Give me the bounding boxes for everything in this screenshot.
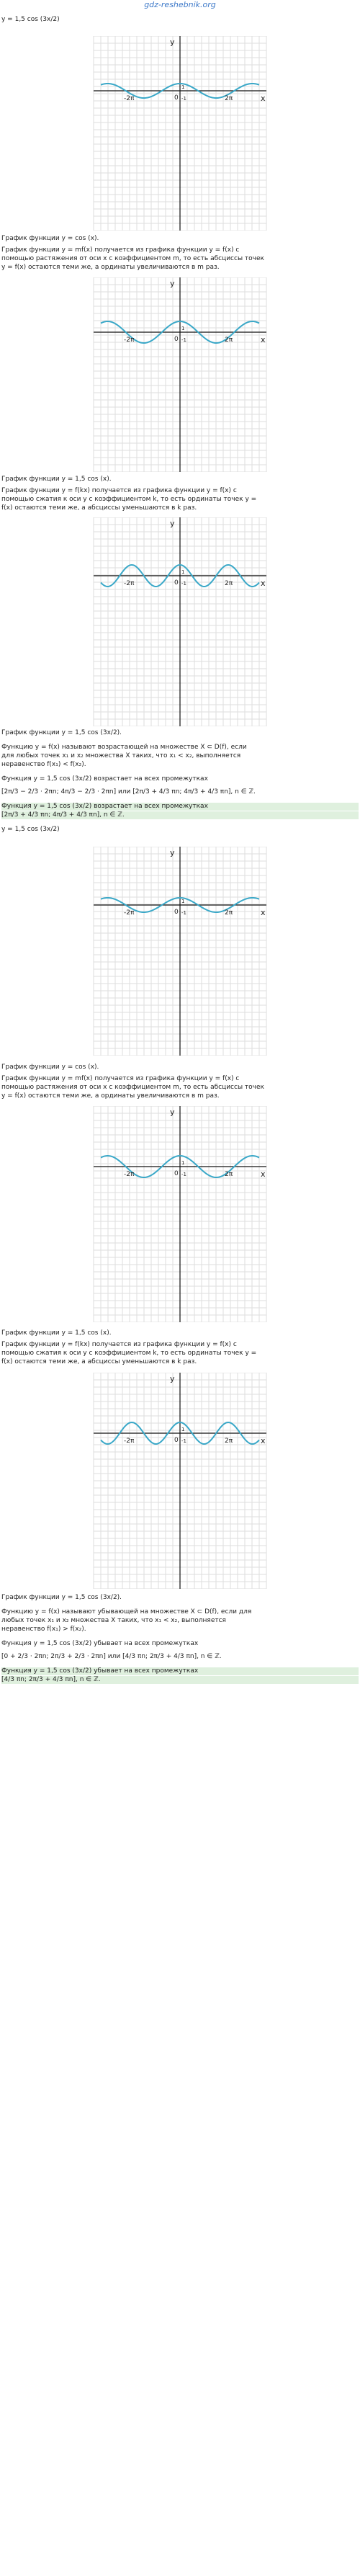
answer-line-a: Функция y = 1,5 cos (3x/2) возрастает на всех промежутках [1,803,359,811]
answer2-line-b: [4/3 πn; 2π/3 + 4/3 πn], n ∈ ℤ. [1,1676,359,1684]
graph2-text-b: помощью растяжения от оси x с коэффициентом m, то есть абсциссы точек [1,255,264,262]
graph6-text-c: f(x) остаются теми же, а абсциссы уменьшаются в k раз. [1,1358,197,1365]
graph2-text-c: y = f(x) остаются теми же, а ординаты увеличиваются в m раз. [1,264,220,271]
graph5-caption: График функции y = 1,5 cos (x). [1,1329,112,1337]
tick-y-m1: -1 [181,96,186,102]
tick-y-m1: -1 [181,337,186,343]
tick-x-m2pi: -2π [124,1438,135,1445]
y-axis-label: y [170,279,175,288]
graph4-caption: График функции y = cos (x). [1,1064,99,1071]
graph3-text-a: График функции y = f(kx) получается из графика функции y = f(x) с [1,487,237,494]
answer2-line-a: Функция y = 1,5 cos (3x/2) убывает на всех промежутках [1,1667,359,1675]
graph6-caption: График функции y = 1,5 cos (3x/2). [1,1594,122,1601]
graph5-text-c: y = f(x) остаются теми же, а ординаты увеличиваются в m раз. [1,1092,220,1100]
origin-label: 0 [174,94,179,102]
graph6-text-a: График функции y = f(kx) получается из графика функции y = f(x) с [1,1341,237,1348]
tick-y-1: 1 [181,1427,185,1432]
tick-y-1: 1 [181,1160,185,1166]
graph-4 [0,847,360,1056]
tick-x-m2pi: -2π [124,909,135,917]
y-axis-label: y [170,1374,175,1383]
graph3-text-b: помощью сжатия к оси y с коэффициентом k, то есть ординаты точек y = [1,496,257,503]
definition2-c: неравенство f(x₁) > f(x₂). [1,1626,86,1633]
y-axis-label: y [170,37,175,47]
x-axis-label: x [261,908,266,917]
y-axis-label: y [170,848,175,857]
tick-y-1: 1 [181,84,185,90]
function2-text: Функция y = 1,5 cos (3x/2) убывает на всех промежутках [1,1640,199,1647]
tick-x-2pi: 2π [225,337,233,344]
site-title[interactable]: gdz-reshebnik.org [144,0,216,9]
graph3-text-c: f(x) остаются теми же, а абсциссы уменьшаются в k раз. [1,504,197,512]
tick-x-2pi: 2π [225,95,233,102]
answer-line-b: [2π/3 + 4/3 πn; 4π/3 + 4/3 πn], n ∈ ℤ. [1,811,359,819]
tick-y-m1: -1 [181,581,186,587]
graph1-caption: График функции y = cos (x). [1,235,99,242]
x-axis-label: x [261,94,266,103]
tick-y-m1: -1 [181,910,186,916]
y-axis-label: y [170,519,175,528]
x-axis-label: x [261,335,266,344]
function-text: Функция y = 1,5 cos (3x/2) возрастает на всех промежутках [1,775,208,783]
definition-b: для любых точек x₁ и x₂ множества X таких, что x₁ < x₂, выполняется [1,752,241,759]
definition2-b: любых точек x₁ и x₂ множества X таких, что x₁ < x₂, выполняется [1,1617,226,1624]
part2-heading: y = 1,5 cos (3x/2) [1,826,60,833]
x-axis-label: x [261,1169,266,1179]
graph5-text-b: помощью растяжения от оси x с коэффициентом m, то есть абсциссы точек [1,1084,264,1091]
origin-label: 0 [174,579,179,587]
tick-x-m2pi: -2π [124,580,135,587]
tick-x-m2pi: -2π [124,95,135,102]
definition-a: Функцию y = f(x) называют возрастающей на множестве X ⊂ D(f), если [1,744,247,751]
definition2-a: Функцию y = f(x) называют убывающей на множестве X ⊂ D(f), если для [1,1608,252,1615]
origin-label: 0 [174,336,179,343]
graph-1 [0,36,360,231]
origin-label: 0 [174,1170,179,1177]
intervals: [2π/3 − 2/3 · 2πn; 4π/3 − 2/3 · 2πn] или [2π/3 + 4/3 πn; 4π/3 + 4/3 πn], n ∈ ℤ. [1,788,256,795]
x-axis-label: x [261,579,266,588]
tick-y-1: 1 [181,899,185,904]
x-axis-label: x [261,1436,266,1445]
part1-heading: y = 1,5 cos (3x/2) [1,16,60,23]
graph-6 [0,1373,360,1589]
tick-y-1: 1 [181,569,185,575]
tick-y-m1: -1 [181,1172,186,1177]
tick-x-2pi: 2π [225,1438,233,1445]
graph-2 [0,277,360,472]
y-axis-label: y [170,1107,175,1117]
tick-x-2pi: 2π [225,580,233,587]
tick-x-m2pi: -2π [124,1171,135,1178]
origin-label: 0 [174,909,179,916]
graph-3 [0,517,360,726]
graph6-text-b: помощью сжатия к оси y с коэффициентом k, то есть ординаты точек y = [1,1350,257,1357]
tick-x-2pi: 2π [225,1171,233,1178]
graph-5 [0,1106,360,1322]
graph2-caption: График функции y = 1,5 cos (x). [1,476,112,483]
graph2-text-a: График функции y = mf(x) получается из графика функции y = f(x) с [1,246,240,254]
tick-x-m2pi: -2π [124,337,135,344]
definition-c: неравенство f(x₁) < f(x₂). [1,761,86,768]
graph5-text-a: График функции y = mf(x) получается из графика функции y = f(x) с [1,1075,240,1082]
tick-y-m1: -1 [181,1438,186,1444]
intervals2: [0 + 2/3 · 2πn; 2π/3 + 2/3 · 2πn] или [4/3 πn; 2π/3 + 4/3 πn], n ∈ ℤ. [1,1653,222,1660]
tick-x-2pi: 2π [225,909,233,917]
origin-label: 0 [174,1437,179,1444]
graph3-caption: График функции y = 1,5 cos (3x/2). [1,729,122,736]
tick-y-1: 1 [181,326,185,331]
